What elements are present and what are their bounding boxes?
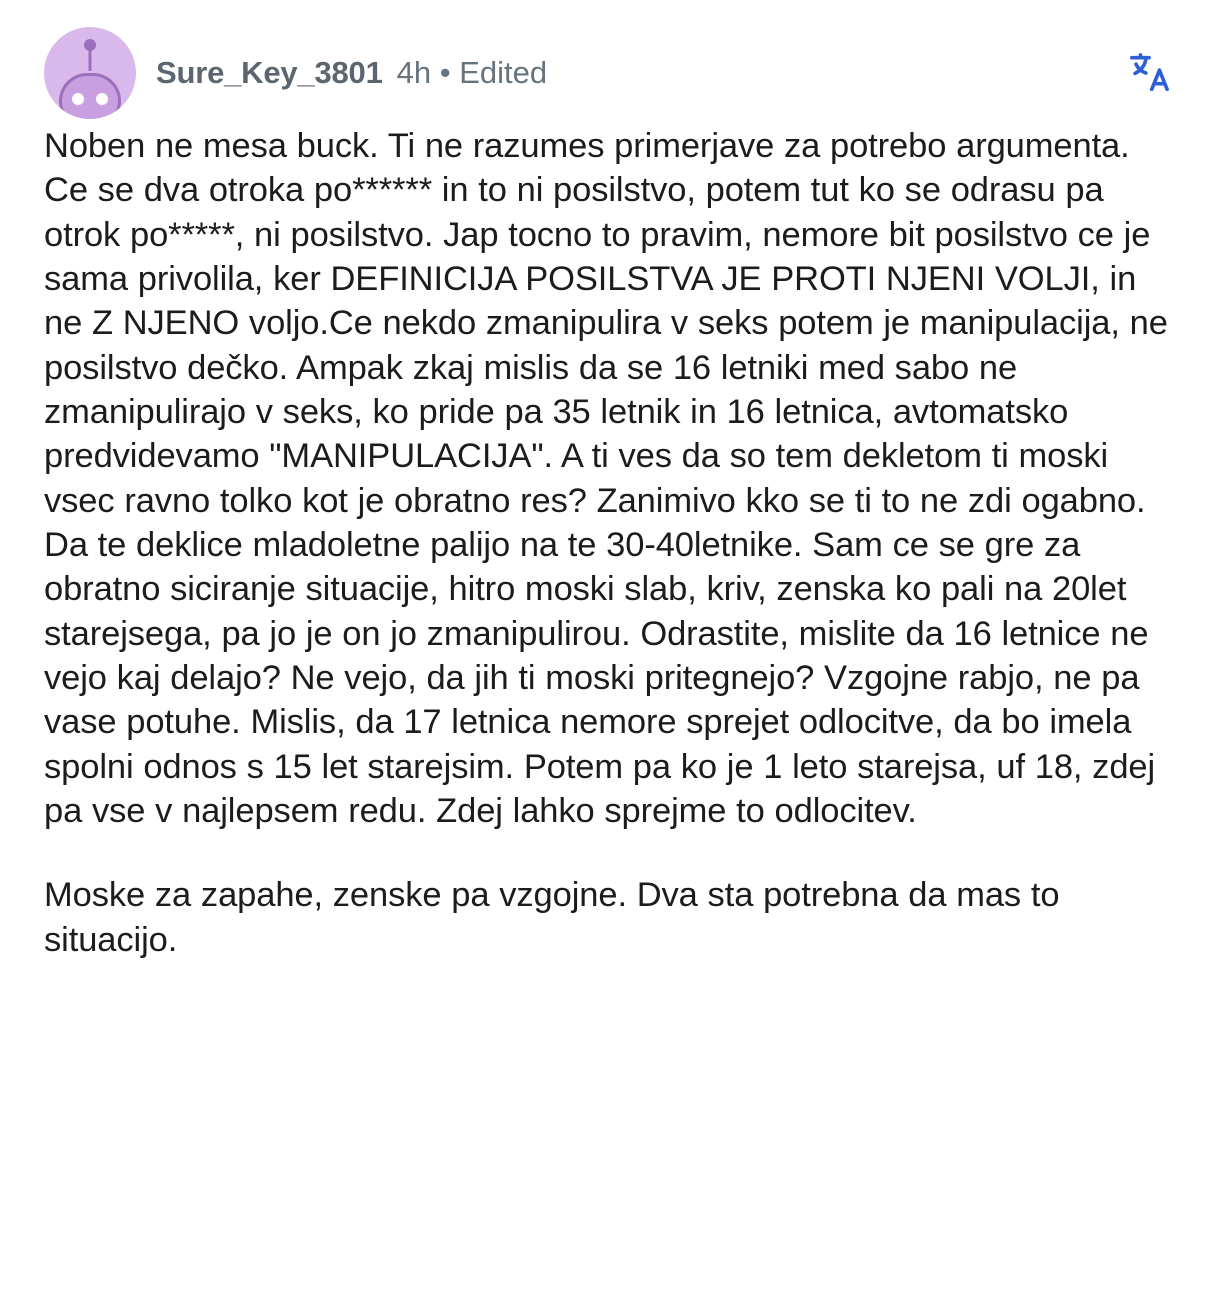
avatar-head [59, 73, 121, 119]
comment-body [0, 118, 1220, 962]
translate-icon[interactable] [1124, 46, 1178, 100]
comment-author-username[interactable]: Sure_Key_3801 [156, 55, 383, 90]
comment-header [0, 0, 1220, 118]
comment-paragraph-1: Noben ne mesa buck. Ti ne razumes primerjave za potrebo argumenta. Ce se dva otroka po****** in to ni posilstvo, potem tut ko se odrasu pa otrok po*****, ni posilstvo. Jap tocno to pravim, nemore bit posilstvo ce je sama privolila, ker DEFINICIJA POSILSTVA JE PROTI NJENI VOLJI, in ne Z NJENO voljo.Ce nekdo zmanipulira v seks potem je manipulacija, ne posilstvo dečko. Ampak zkaj mislis da se 16 letniki med sabo ne zmanipulirajo v seks, ko pride pa 35 letnik in 16 letnica, avtomatsko predvidevamo "MANIPULACIJA". A ti ves da so tem dekletom ti moski vsec ravno tolko kot je obratno res? Zanimivo kko se ti to ne zdi ogabno. Da te deklice mladoletne palijo na te 30-40letnike. Sam ce se gre za obratno siciranje situacije, hitro moski slab, kriv, zenska ko pali na 20let starejsega, pa jo je on jo zmanipulirou. Odrastite, mislite da 16 letnice ne vejo kaj delajo? Ne vejo, da jih ti moski pritegnejo? Vzgojne rabjo, ne pa vase potuhe. Mislis, da 17 letnica nemore sprejet odlocitve, da bo imela spolni odnos s 15 let starejsim. Potem pa ko je 1 leto starejsa, uf 18, zdej pa vse v najlepsem redu. Zdej lahko sprejme to odlocitev. [44, 127, 1168, 830]
comment-byline [156, 55, 1124, 91]
avatar[interactable] [44, 27, 136, 119]
avatar-eye-left [72, 93, 84, 105]
comment-timestamp-meta: 4h • Edited [396, 55, 548, 90]
comment-paragraph-2: Moske za zapahe, zenske pa vzgojne. Dva sta potrebna da mas to situacijo. [44, 876, 1060, 959]
avatar-eye-right [96, 93, 108, 105]
avatar-antenna [89, 47, 92, 71]
